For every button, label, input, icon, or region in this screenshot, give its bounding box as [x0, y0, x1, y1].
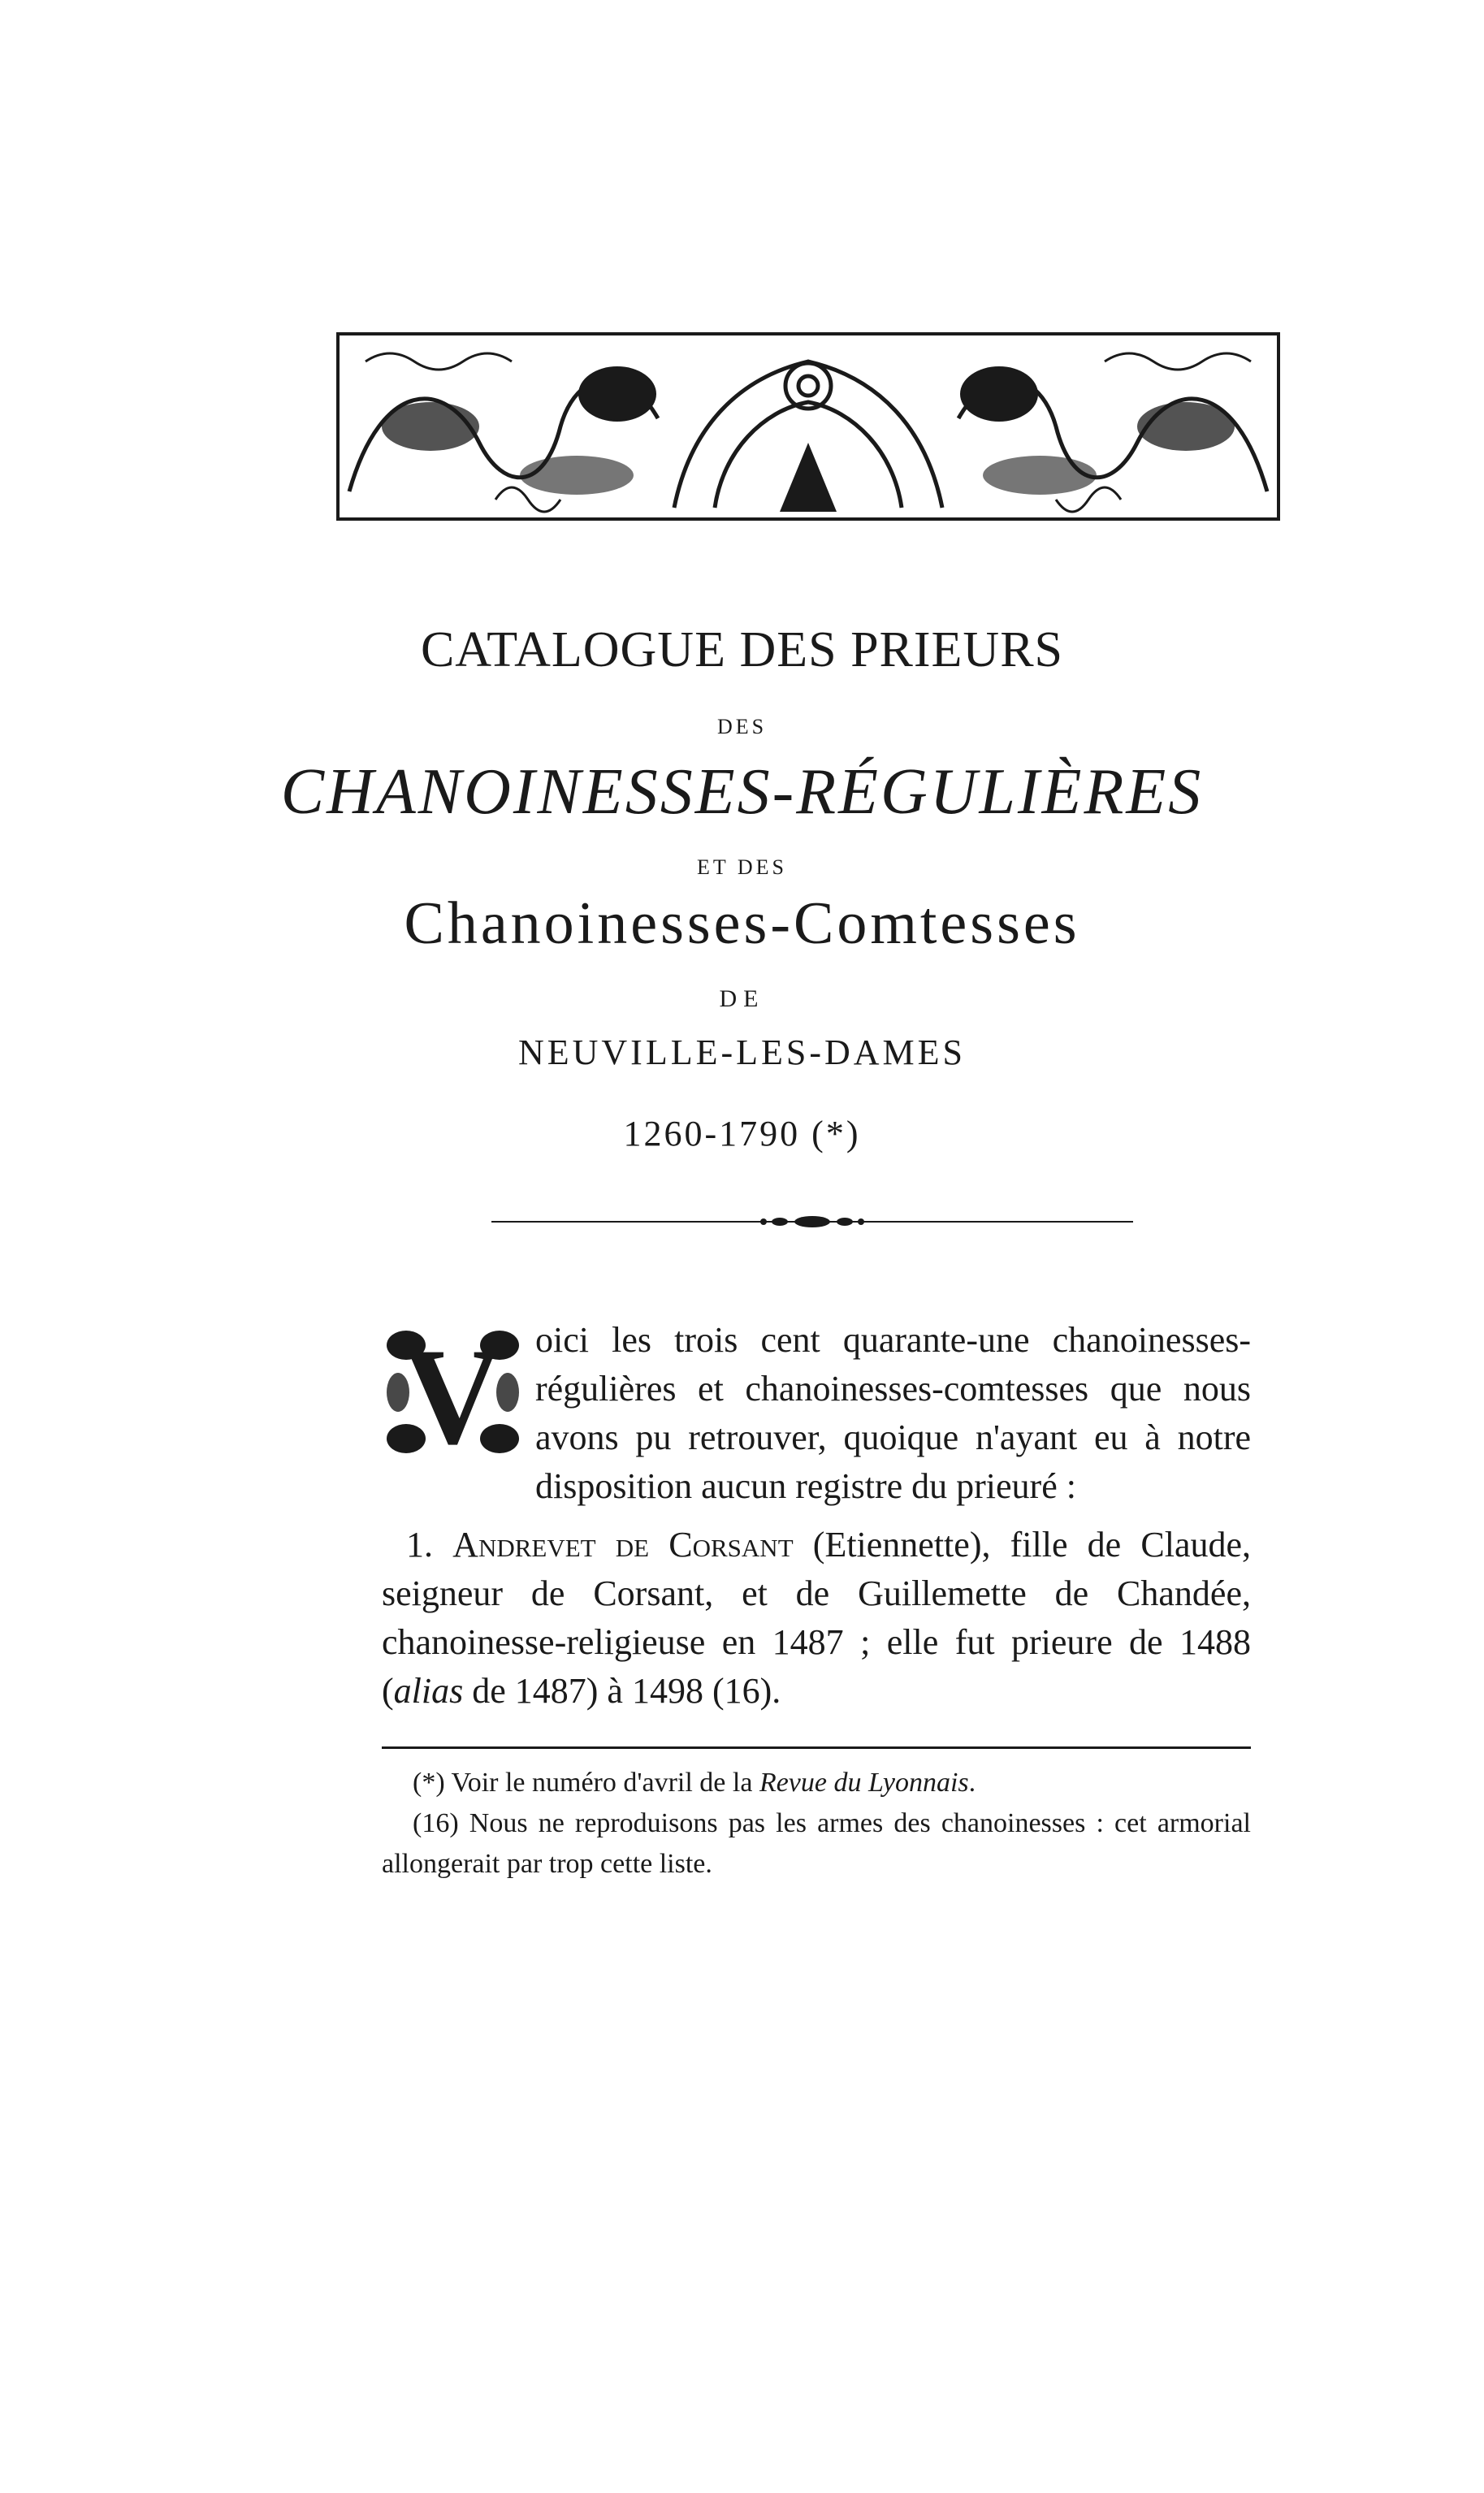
footnote-star-text-b: .: [968, 1768, 976, 1798]
svg-text:V: V: [402, 1321, 503, 1463]
title-et-des: ET DES: [697, 855, 787, 879]
title-des: DES: [716, 715, 768, 738]
entry-1: [382, 1521, 1251, 1716]
intro-text: oici les trois cent quarante-une chanoinesses-régulières et chanoinesses-comtesses que nous avons pu retrouver, quoique n'ayant eu à notre disposition aucun registre du prieuré :: [535, 1320, 1251, 1506]
entry-alias: alias: [393, 1671, 464, 1711]
ornamental-divider: [491, 1212, 1133, 1231]
intro-paragraph: [382, 1316, 1251, 1511]
entry-number: 1.: [406, 1525, 433, 1565]
entry-name: Andrevet de Corsant: [452, 1525, 794, 1565]
footnote-star: [382, 1763, 1251, 1803]
footnote-rule: [382, 1746, 1251, 1749]
decorated-initial-v: [382, 1321, 524, 1463]
title-de: DE: [719, 985, 765, 1012]
footnotes: [382, 1763, 1251, 1885]
footnote-16: (16) Nous ne reproduisons pas les armes des chanoinesses : cet armorial allongerait par trop cette liste.: [382, 1808, 1251, 1879]
title-place: NEUVILLE-LES-DAMES: [517, 1032, 967, 1072]
title-chanoinesses-regulieres: CHANOINESSES-RÉGULIÈRES: [280, 756, 1204, 828]
title-catalogue: CATALOGUE DES PRIEURS: [420, 622, 1064, 677]
title-dates: 1260-1790 (*): [623, 1114, 861, 1153]
footnote-journal: Revue du Lyonnais: [759, 1768, 969, 1798]
ornamental-headpiece: [333, 329, 1283, 524]
title-chanoinesses-comtesses: Chanoinesses-Comtesses: [404, 890, 1080, 957]
footnote-star-text-a: (*) Voir le numéro d'avril de la: [413, 1768, 759, 1798]
entry-text-a: (Etiennette), fille de Claude, seigneur de Corsant, et de Guillemette de Chandée, chanoinesse-religieuse en 1487 ; elle fut prieure de 1488 (: [382, 1525, 1251, 1711]
entry-text-b: de 1487) à 1498 (16).: [463, 1671, 781, 1711]
